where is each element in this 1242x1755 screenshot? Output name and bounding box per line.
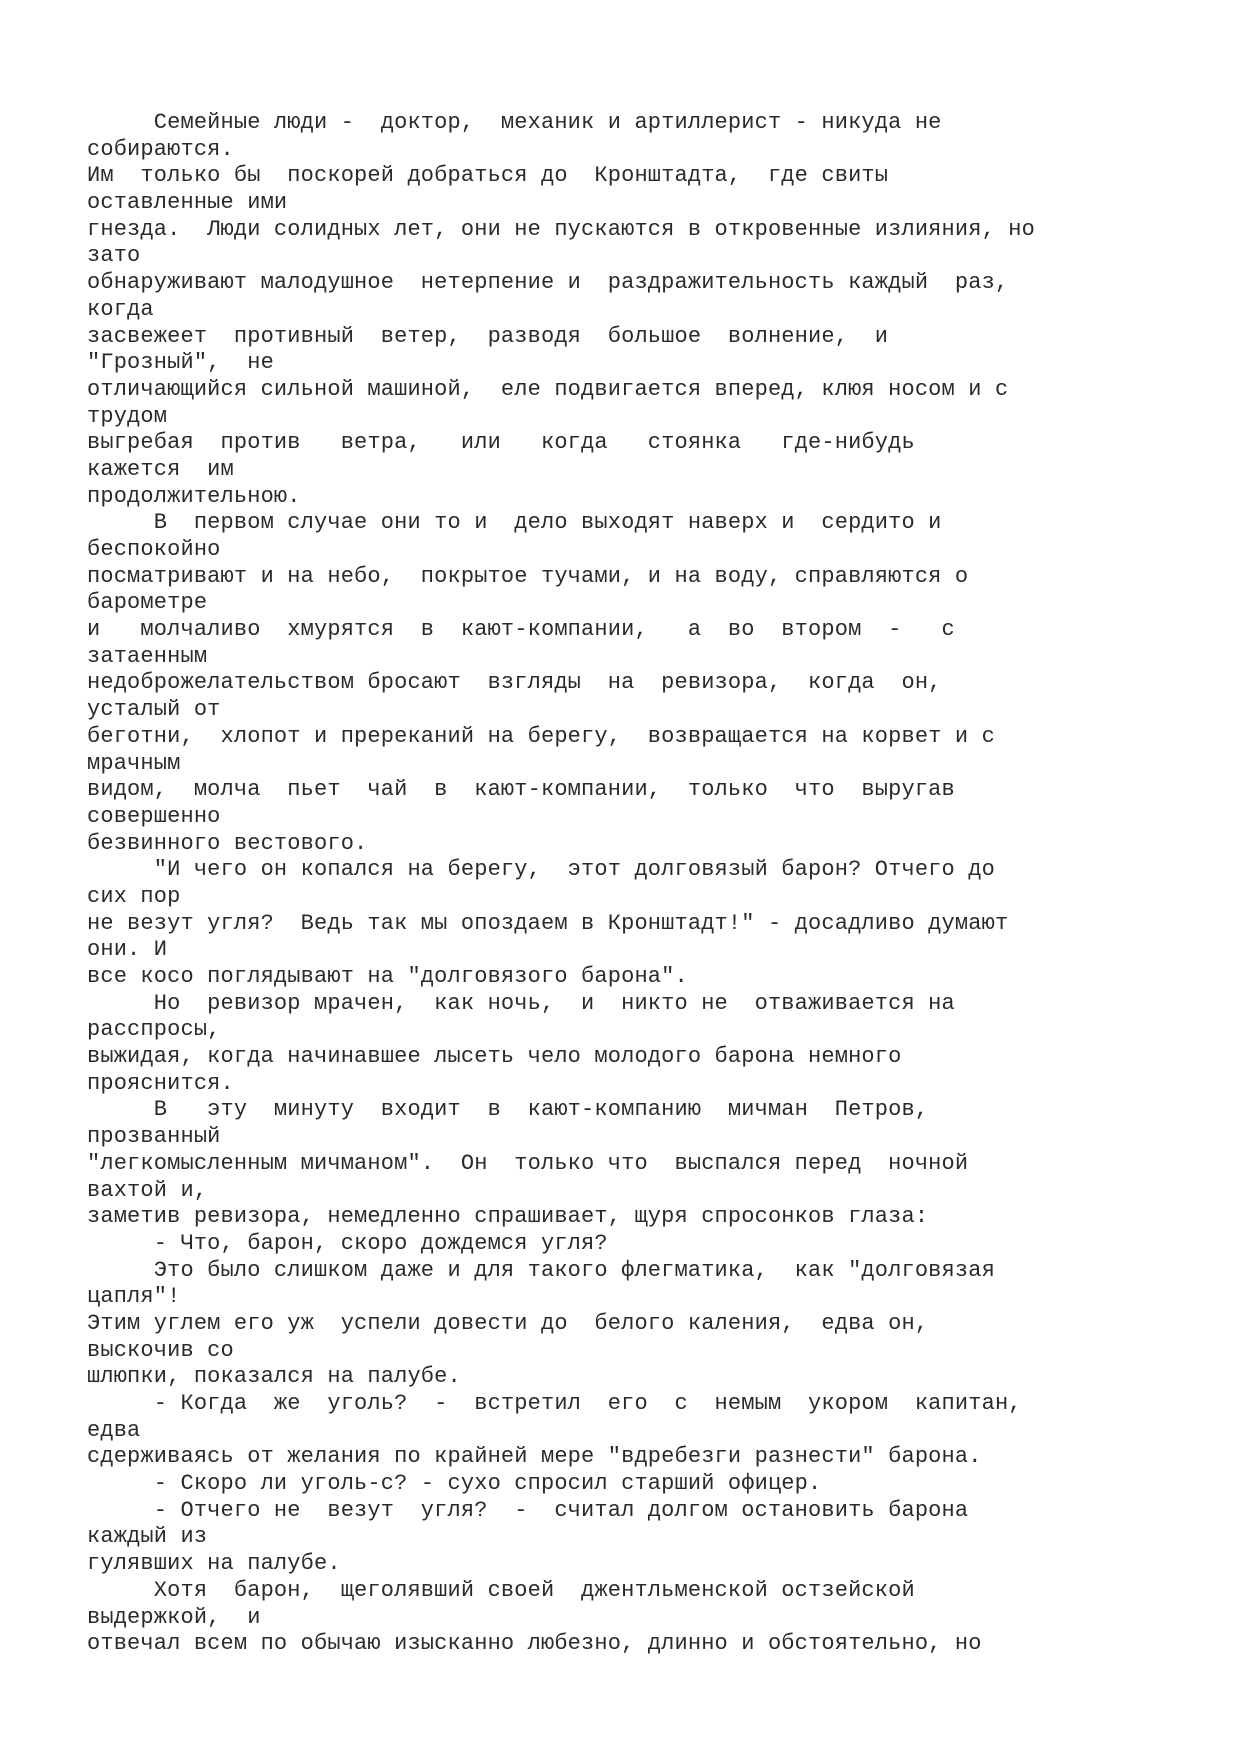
- text-line: Но ревизор мрачен, как ночь, и никто не отваживается на: [87, 990, 955, 1016]
- text-line: они. И: [87, 937, 168, 963]
- text-line: усталый от: [87, 697, 221, 723]
- text-line: Это было слишком даже и для такого флегматика, как "долговязая: [87, 1257, 995, 1283]
- text-line: выскочив со: [87, 1337, 234, 1363]
- body-text: [87, 110, 1207, 1658]
- text-line: беспокойно: [87, 537, 221, 562]
- text-line: выгребая против ветра, или когда стоянка где-нибудь: [87, 430, 915, 456]
- text-line: Семейные люди - доктор, механик и артиллерист - никуда не: [87, 110, 942, 135]
- text-line: шлюпки, показался на палубе.: [87, 1364, 461, 1390]
- text-line: когда: [87, 296, 154, 322]
- text-line: - Что, барон, скоро дождемся угля?: [87, 1230, 608, 1256]
- text-line: сих пор: [87, 883, 181, 909]
- text-line: прозванный: [87, 1124, 221, 1150]
- text-line: безвинного вестового.: [87, 830, 368, 856]
- text-line: В первом случае они то и дело выходят наверх и сердито и: [87, 510, 942, 536]
- text-line: отвечал всем по обычаю изысканно любезно, длинно и обстоятельно, но: [87, 1631, 982, 1657]
- text-line: и молчаливо хмурятся в кают-компании, а во втором - с: [87, 617, 955, 643]
- text-line: трудом: [87, 403, 168, 429]
- text-line: недоброжелательством бросают взгляды на ревизора, когда он,: [87, 670, 942, 696]
- text-line: совершенно: [87, 803, 221, 829]
- text-line: беготни, хлопот и пререканий на берегу, возвращается на корвет и с: [87, 723, 995, 749]
- text-line: собираются.: [87, 136, 234, 162]
- text-line: "Грозный", не: [87, 350, 274, 376]
- text-line: прояснится.: [87, 1070, 234, 1096]
- text-line: выжидая, когда начинавшее лысеть чело молодого барона немного: [87, 1044, 902, 1070]
- text-line: "легкомысленным мичманом". Он только что выспался перед ночной: [87, 1150, 969, 1176]
- text-line: В эту минуту входит в кают-компанию мичман Петров,: [87, 1097, 929, 1123]
- text-line: каждый из: [87, 1524, 208, 1550]
- text-line: видом, молча пьет чай в кают-компании, только что выругав: [87, 777, 955, 803]
- text-line: цапля"!: [87, 1284, 181, 1310]
- text-line: вахтой и,: [87, 1177, 208, 1203]
- text-line: выдержкой, и: [87, 1604, 261, 1630]
- text-line: затаенным: [87, 643, 208, 669]
- text-line: гулявших на палубе.: [87, 1551, 341, 1577]
- text-line: продолжительною.: [87, 483, 301, 509]
- text-line: расспросы,: [87, 1017, 221, 1043]
- text-line: засвежеет противный ветер, разводя большое волнение, и: [87, 323, 889, 349]
- text-line: отличающийся сильной машиной, еле подвигается вперед, клюя носом и с: [87, 376, 1009, 402]
- text-line: барометре: [87, 590, 208, 616]
- text-line: Этим углем его уж успели довести до белого каления, едва он,: [87, 1310, 929, 1336]
- text-line: кажется им: [87, 456, 234, 482]
- text-line: "И чего он копался на берегу, этот долговязый барон? Отчего до: [87, 857, 995, 883]
- text-line: все косо поглядывают на "долговязого барона".: [87, 964, 688, 989]
- text-line: сдерживаясь от желания по крайней мере "вдребезги разнести" барона.: [87, 1444, 982, 1470]
- text-line: обнаруживают малодушное нетерпение и раздражительность каждый раз,: [87, 270, 1009, 296]
- text-line: посматривают и на небо, покрытое тучами, и на воду, справляются о: [87, 563, 969, 589]
- text-line: Хотя барон, щеголявший своей джентльменской остзейской: [87, 1577, 915, 1603]
- text-line: Им только бы поскорей добраться до Кронштадта, где свиты: [87, 163, 889, 189]
- text-line: гнезда. Люди солидных лет, они не пускаются в откровенные излияния, но: [87, 216, 1036, 242]
- text-line: заметив ревизора, немедленно спрашивает, щуря спросонков глаза:: [87, 1204, 929, 1230]
- text-line: зато: [87, 243, 141, 269]
- text-line: мрачным: [87, 750, 181, 776]
- text-line: едва: [87, 1417, 141, 1443]
- text-line: не везут угля? Ведь так мы опоздаем в Кронштадт!" - досадливо думают: [87, 910, 1009, 936]
- text-line: - Отчего не везут угля? - считал долгом остановить барона: [87, 1497, 969, 1523]
- text-line: оставленные ими: [87, 190, 288, 216]
- text-line: - Когда же уголь? - встретил его с немым укором капитан,: [87, 1391, 1022, 1416]
- text-line: - Скоро ли уголь-с? - сухо спросил старший офицер.: [87, 1471, 822, 1497]
